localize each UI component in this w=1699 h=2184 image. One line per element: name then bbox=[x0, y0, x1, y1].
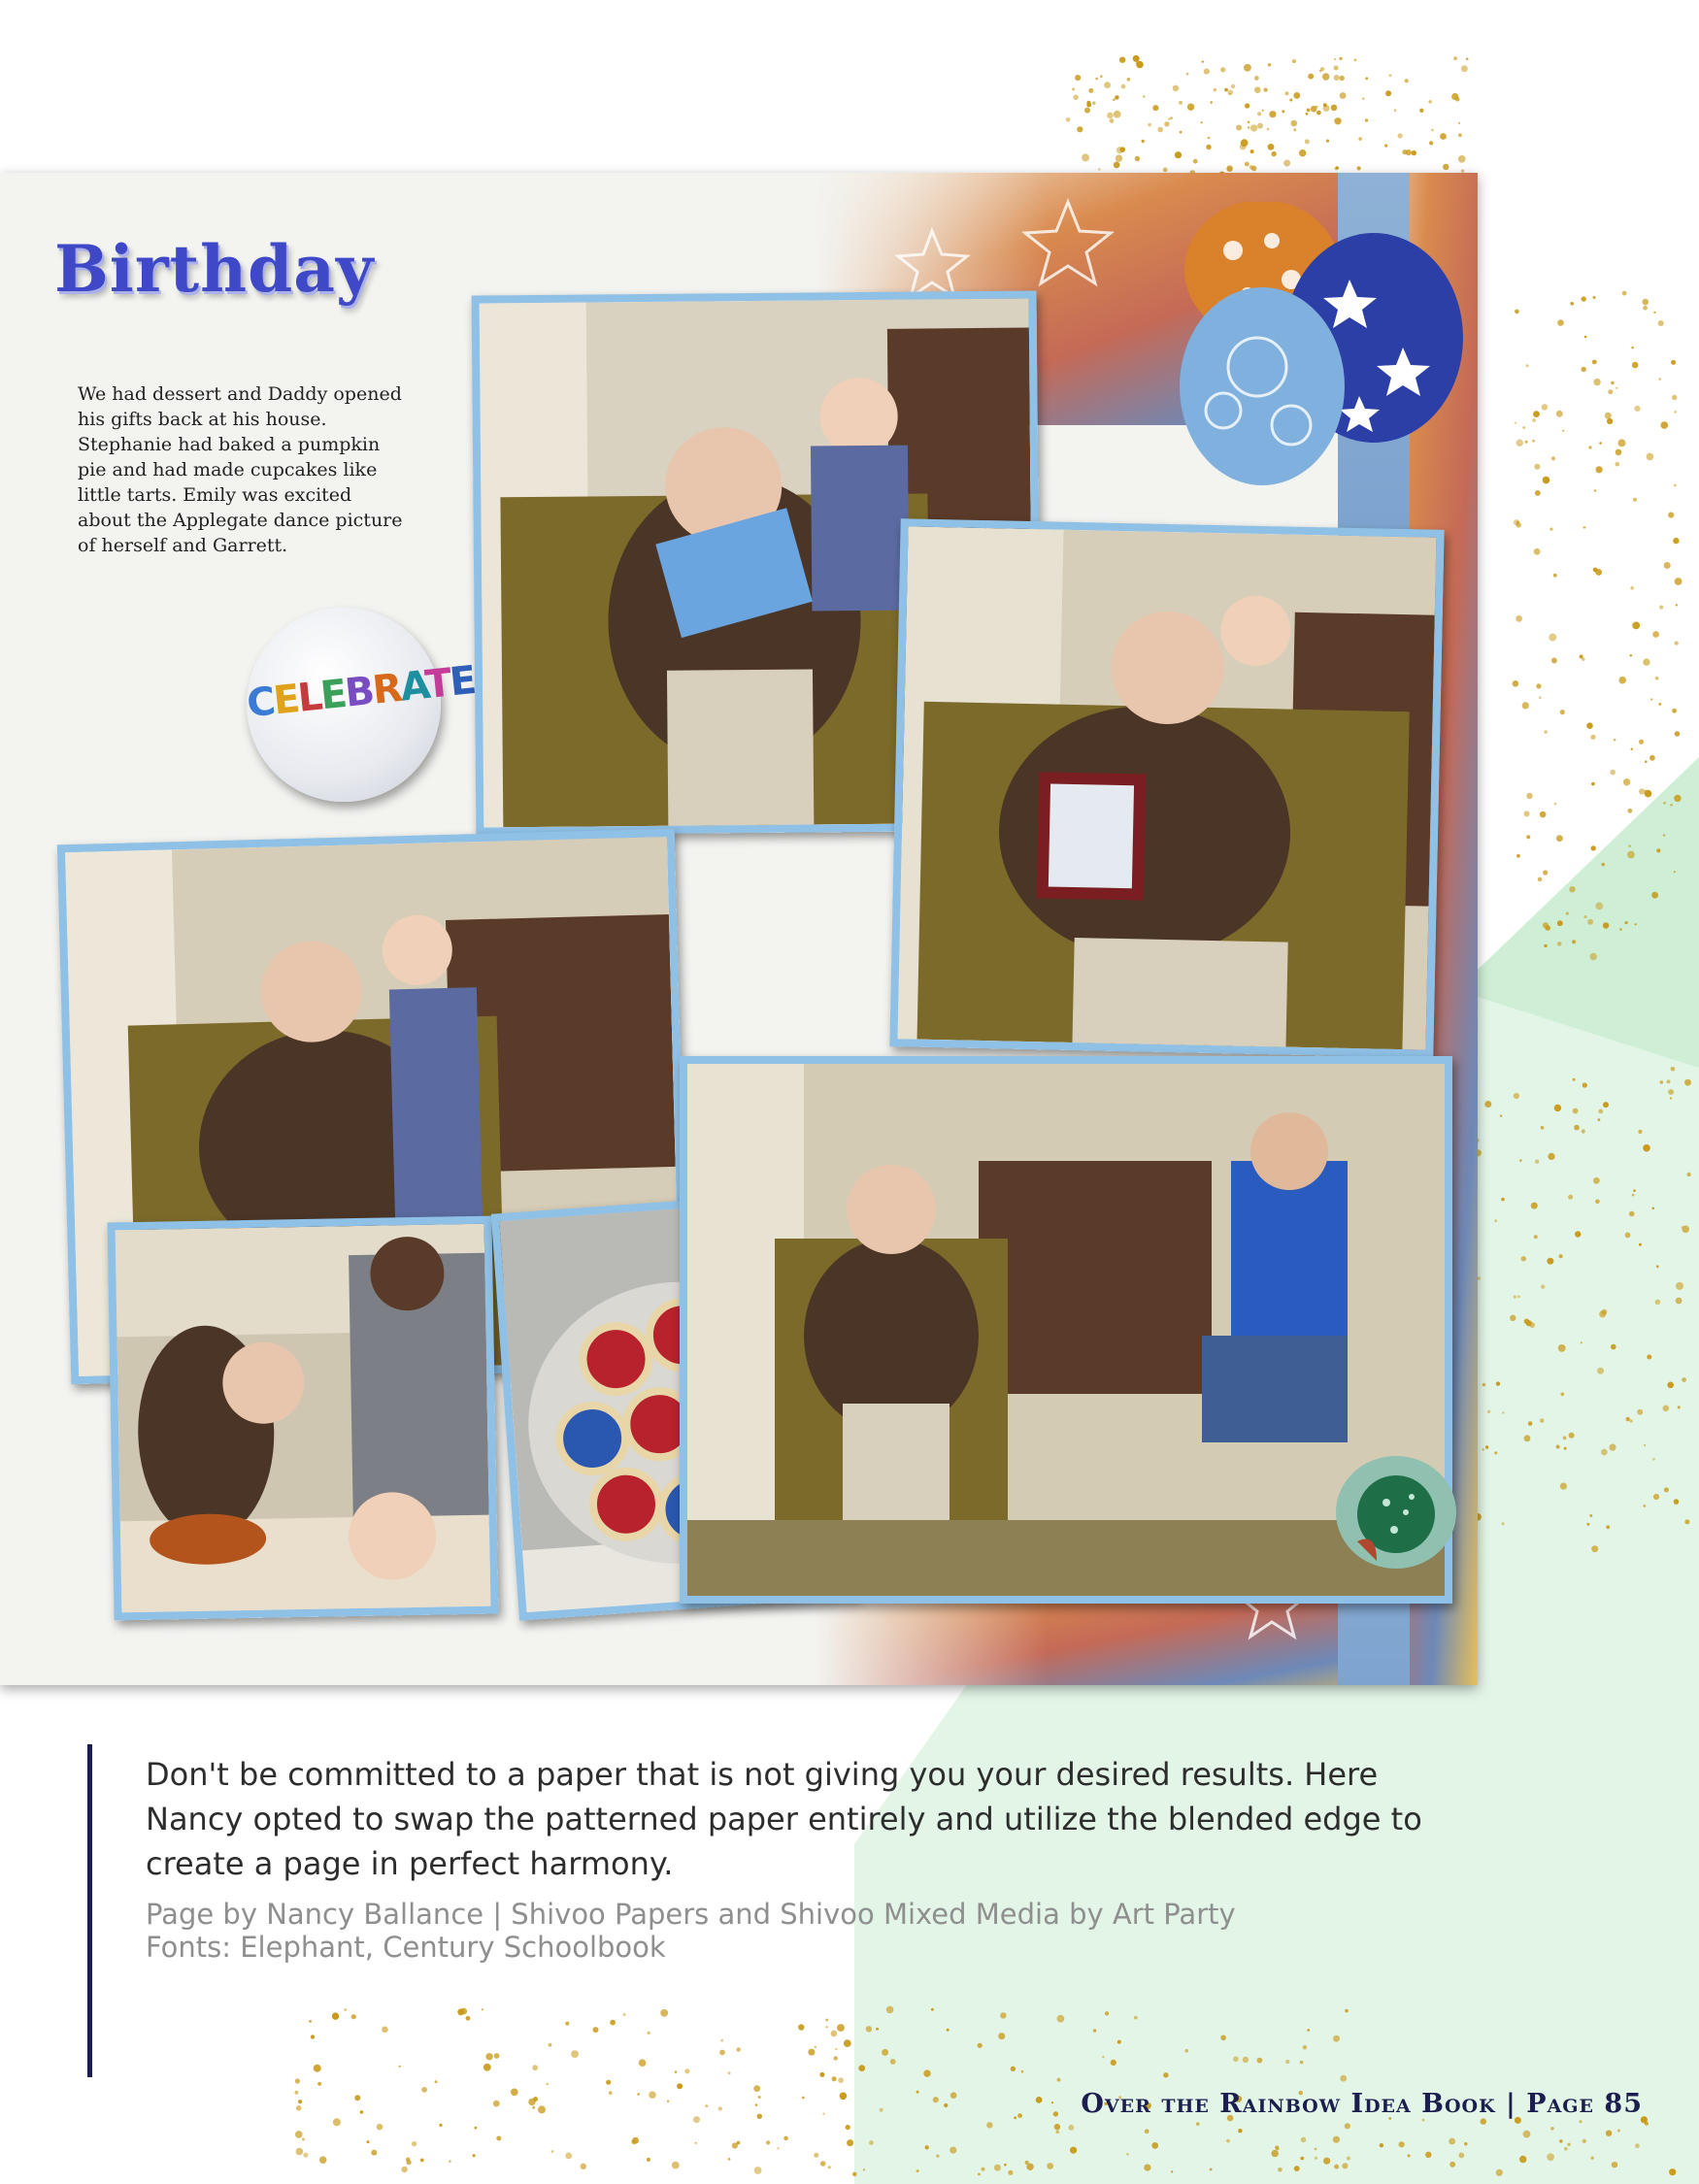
page-number: Page 85 bbox=[1526, 2089, 1643, 2119]
journal-text: We had dessert and Daddy opened his gifts back at his house. Stephanie had baked a pumpkin pie and had made cupcakes like little tarts. Emily was excited about the Applegate dance picture of herself and Garrett. bbox=[78, 383, 403, 556]
celebrate-letter: E bbox=[317, 671, 348, 719]
caption-rule bbox=[87, 1744, 92, 2077]
credit-block bbox=[146, 1898, 1466, 1964]
celebrate-letter: B bbox=[343, 668, 376, 716]
celebrate-letter: E bbox=[271, 677, 301, 724]
fonts-line: Fonts: Elephant, Century Schoolbook bbox=[146, 1931, 666, 1964]
celebrate-text bbox=[245, 657, 477, 727]
photo-pumpkin-pie bbox=[107, 1216, 498, 1621]
scrapbook-layout bbox=[0, 173, 1478, 1685]
celebrate-letter: A bbox=[398, 663, 428, 711]
celebrate-letter: E bbox=[447, 657, 477, 706]
celebrate-letter: C bbox=[245, 678, 277, 727]
celebrate-letter: T bbox=[422, 660, 452, 709]
glitter-flower-icon bbox=[1328, 1444, 1464, 1580]
layout-title: Birthday bbox=[54, 231, 375, 307]
celebrate-letter: L bbox=[295, 674, 323, 721]
book-title: Over the Rainbow Idea Book bbox=[1081, 2089, 1496, 2119]
balloons-icon bbox=[1165, 202, 1476, 542]
footer-separator: | bbox=[1506, 2089, 1516, 2119]
photo-framed-picture bbox=[889, 518, 1444, 1058]
page-footer bbox=[971, 2089, 1643, 2119]
caption-body: Don't be committed to a paper that is not giving you your desired results. Here Nancy opted to swap the patterned paper entirely and utilize the blended edge to create a page in perfect harmony. bbox=[146, 1756, 1422, 1882]
credit-line: Page by Nancy Ballance | Shivoo Papers and Shivoo Mixed Media by Art Party bbox=[146, 1898, 1236, 1931]
celebrate-badge-icon bbox=[245, 608, 477, 802]
celebrate-letter: R bbox=[370, 665, 403, 713]
